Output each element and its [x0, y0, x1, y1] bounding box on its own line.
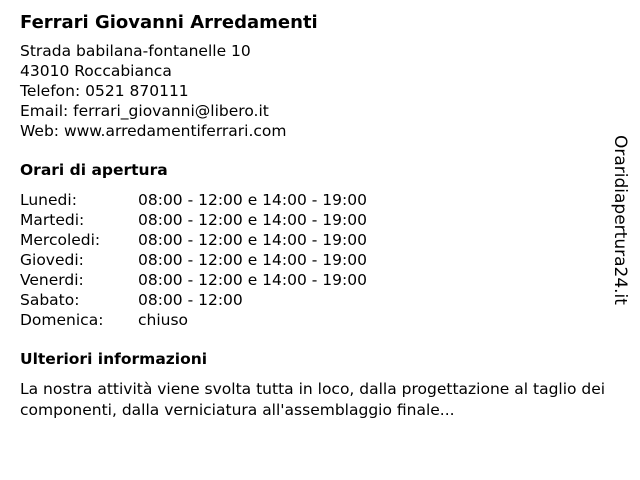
- day-label: Sabato:: [20, 291, 80, 309]
- day-label: Mercoledi:: [20, 231, 101, 249]
- hours-row-wednesday: [20, 230, 610, 250]
- hours-row-sunday: [20, 310, 610, 330]
- day-label: Venerdi:: [20, 271, 84, 289]
- phone-number: Telefon: 0521 870111: [20, 82, 189, 100]
- hours-row-thursday: [20, 250, 610, 270]
- hours-value: 08:00 - 12:00 e 14:00 - 19:00: [138, 271, 367, 289]
- day-label: Lunedi:: [20, 191, 77, 209]
- more-info-text: La nostra attività viene svolta tutta in loco, dalla progettazione al taglio dei componenti, dalla verniciatura all'assemblaggio finale...: [20, 380, 606, 419]
- business-name: Ferrari Giovanni Arredamenti: [20, 12, 318, 33]
- hours-row-saturday: [20, 290, 610, 310]
- hours-row-monday: [20, 190, 610, 210]
- business-card: [20, 10, 610, 421]
- opening-hours-table: [20, 190, 610, 330]
- day-label: Martedi:: [20, 211, 85, 229]
- email-address: Email: ferrari_giovanni@libero.it: [20, 102, 269, 120]
- hours-value: 08:00 - 12:00 e 14:00 - 19:00: [138, 191, 367, 209]
- hours-value: 08:00 - 12:00 e 14:00 - 19:00: [138, 251, 367, 269]
- address-city: 43010 Roccabianca: [20, 62, 172, 80]
- hours-value: 08:00 - 12:00 e 14:00 - 19:00: [138, 211, 367, 229]
- hours-row-friday: [20, 270, 610, 290]
- opening-hours-title: Orari di apertura: [20, 161, 168, 179]
- site-brand-vertical: Oraridiapertura24.it: [610, 135, 630, 305]
- hours-value: 08:00 - 12:00: [138, 291, 243, 309]
- more-info-title: Ulteriori informazioni: [20, 350, 208, 368]
- hours-value: 08:00 - 12:00 e 14:00 - 19:00: [138, 231, 367, 249]
- address-street: Strada babilana-fontanelle 10: [20, 42, 251, 60]
- website: Web: www.arredamentiferrari.com: [20, 122, 287, 140]
- hours-row-tuesday: [20, 210, 610, 230]
- hours-value: chiuso: [138, 311, 189, 329]
- day-label: Giovedi:: [20, 251, 84, 269]
- day-label: Domenica:: [20, 311, 104, 329]
